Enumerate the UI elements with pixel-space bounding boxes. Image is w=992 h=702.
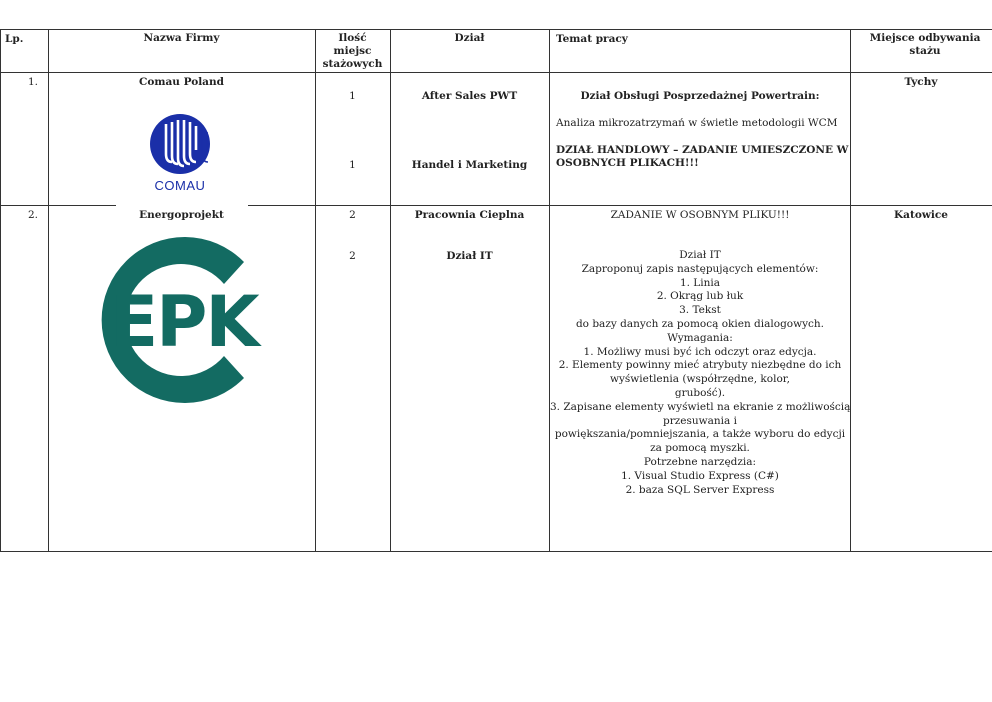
topic-line: Zaproponuj zapis następujących elementów:: [581, 262, 819, 275]
header-location-line: Miejsce odbywania: [869, 32, 981, 44]
topic-line: 2. baza SQL Server Express: [625, 483, 775, 496]
topic-line: za pomocą myszki.: [650, 442, 750, 455]
header-places-line: stażowych: [322, 58, 383, 70]
comau-logo: [140, 110, 220, 196]
department-name: After Sales PWT: [421, 90, 518, 102]
topic-line: grubość).: [674, 386, 726, 399]
col-divider: [390, 29, 391, 551]
topic-line: 3. Tekst: [679, 304, 721, 317]
col-divider: [850, 29, 851, 551]
header-lp: Lp.: [5, 33, 24, 45]
topic-body: Analiza mikrozatrzymań w świetle metodologii WCM: [556, 117, 838, 129]
location: Katowice: [894, 209, 948, 221]
company-name: Energoprojekt: [139, 209, 224, 221]
header-location: [858, 32, 992, 58]
topic-line: DZIAŁ HANDLOWY – ZADANIE UMIESZCZONE W: [556, 144, 849, 156]
header-places-line: Ilość: [338, 32, 367, 44]
topic-line: do bazy danych za pomocą okien dialogowych.: [575, 317, 825, 330]
topic-line: powiększania/pomniejszania, a także wyboru do edycji: [554, 428, 846, 441]
topic-title: Dział Obsługi Posprzedażnej Powertrain:: [580, 90, 820, 102]
topic-text: ZADANIE W OSOBNYM PLIKU!!!: [610, 209, 790, 221]
row-lp: 1.: [28, 76, 39, 88]
topic-line: 2. Okrąg lub łuk: [656, 290, 744, 303]
header-topic: Temat pracy: [556, 33, 628, 45]
places-count: 2: [349, 209, 356, 221]
topic-line: Dział IT: [679, 249, 721, 261]
header-company: Nazwa Firmy: [143, 32, 220, 44]
department-name: Pracownia Cieplna: [414, 209, 525, 221]
topic-line: wyświetlenia (współrzędne, kolor,: [609, 373, 790, 386]
col-divider: [48, 29, 49, 551]
places-count: 1: [349, 90, 356, 102]
header-places: [315, 32, 390, 71]
table-border-bottom: [0, 551, 992, 552]
epk-logo: [98, 232, 268, 408]
places-count: 2: [349, 250, 356, 262]
topic-line: Potrzebne narzędzia:: [643, 455, 757, 468]
topic-line: 1. Możliwy musi być ich odczyt oraz edycja.: [583, 345, 817, 358]
comau-logo-text: COMAU: [154, 178, 206, 193]
topic-line: Wymagania:: [667, 331, 733, 344]
topic-lines: [550, 249, 850, 497]
department-name: Handel i Marketing: [411, 159, 528, 171]
table-border-top: [0, 29, 992, 30]
header-location-line: stażu: [909, 45, 941, 57]
table-border-left: [0, 29, 1, 551]
topic-line: 3. Zapisane elementy wyświetl na ekranie z możliwością: [550, 400, 851, 413]
col-divider: [315, 29, 316, 551]
topic-lines: [556, 144, 848, 170]
row-divider-gap: [116, 204, 248, 207]
topic-line: 1. Visual Studio Express (C#): [621, 469, 779, 482]
topic-line: przesuwania i: [663, 414, 737, 427]
topic-line: 1. Linia: [679, 276, 721, 289]
epk-logo-text: EPK: [110, 281, 258, 363]
table-header-divider: [0, 72, 992, 73]
places-count: 1: [349, 159, 356, 171]
topic-line: 2. Elementy powinny mieć atrybuty niezbędne do ich: [558, 359, 842, 372]
row-lp: 2.: [28, 209, 39, 221]
topic-line: OSOBNYCH PLIKACH!!!: [556, 157, 699, 169]
department-name: Dział IT: [446, 250, 493, 262]
company-name: Comau Poland: [139, 76, 224, 88]
header-department: Dział: [454, 32, 485, 44]
header-places-line: miejsc: [333, 45, 372, 57]
location: Tychy: [904, 76, 938, 88]
